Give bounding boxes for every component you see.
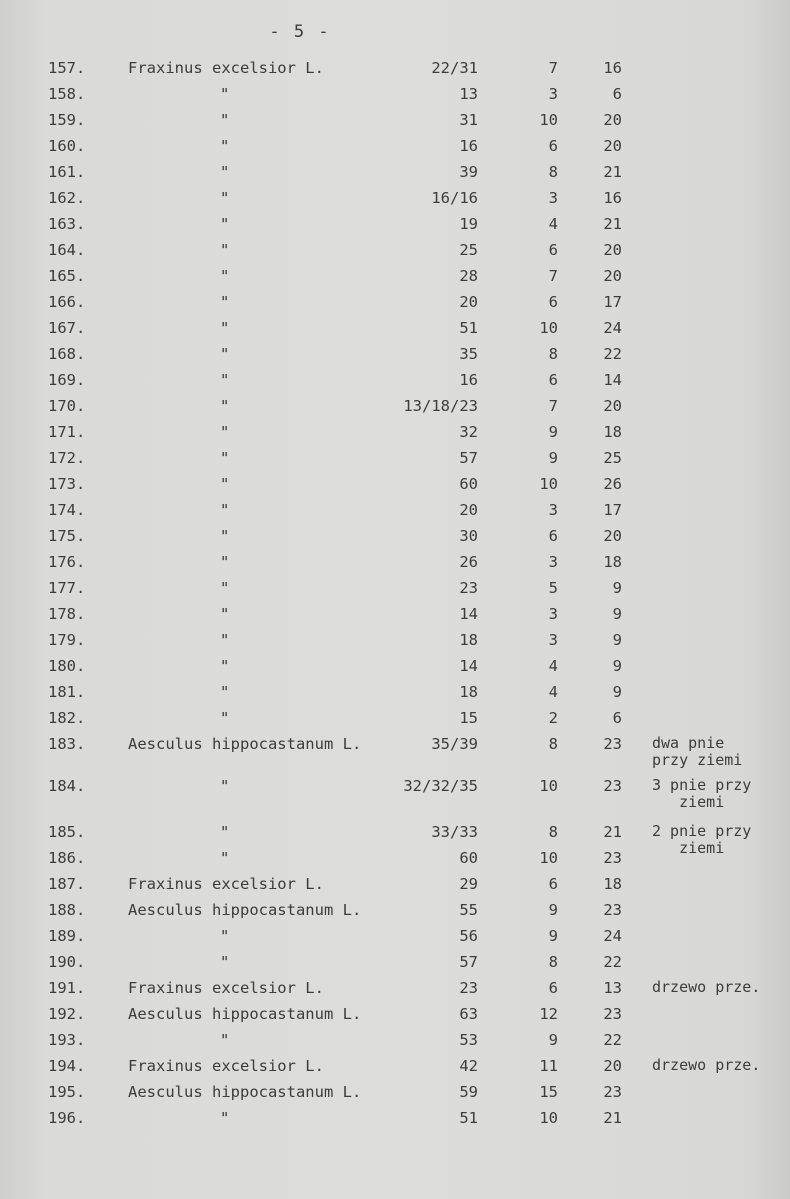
row-number: 162. bbox=[48, 189, 86, 207]
remark-note: drzewo prze. bbox=[652, 978, 761, 996]
crown-value: 9 bbox=[612, 631, 622, 649]
table-row bbox=[0, 263, 790, 289]
tree-inventory-list bbox=[0, 55, 790, 1131]
species-name: " bbox=[220, 111, 230, 129]
table-row bbox=[0, 289, 790, 315]
trunk-measure: 25 bbox=[459, 241, 478, 259]
row-number: 187. bbox=[48, 875, 86, 893]
species-name: " bbox=[220, 953, 230, 971]
species-name: " bbox=[220, 449, 230, 467]
row-number: 184. bbox=[48, 777, 86, 795]
height-value: 8 bbox=[548, 163, 558, 181]
row-number: 157. bbox=[48, 59, 86, 77]
row-number: 185. bbox=[48, 823, 86, 841]
table-row bbox=[0, 367, 790, 393]
species-name: " bbox=[220, 1031, 230, 1049]
height-value: 7 bbox=[548, 267, 558, 285]
height-value: 9 bbox=[548, 449, 558, 467]
species-name: " bbox=[220, 927, 230, 945]
height-value: 10 bbox=[539, 1109, 558, 1127]
table-row bbox=[0, 601, 790, 627]
table-row bbox=[0, 341, 790, 367]
species-name: Fraxinus excelsior L. bbox=[128, 59, 324, 77]
row-number: 191. bbox=[48, 979, 86, 997]
height-value: 8 bbox=[548, 345, 558, 363]
table-row bbox=[0, 445, 790, 471]
row-number: 158. bbox=[48, 85, 86, 103]
table-row bbox=[0, 897, 790, 923]
crown-value: 20 bbox=[603, 1057, 622, 1075]
table-row bbox=[0, 523, 790, 549]
row-number: 194. bbox=[48, 1057, 86, 1075]
trunk-measure: 16/16 bbox=[431, 189, 478, 207]
table-row bbox=[0, 315, 790, 341]
row-number: 166. bbox=[48, 293, 86, 311]
crown-value: 14 bbox=[603, 371, 622, 389]
height-value: 3 bbox=[548, 501, 558, 519]
trunk-measure: 30 bbox=[459, 527, 478, 545]
height-value: 5 bbox=[548, 579, 558, 597]
row-number: 167. bbox=[48, 319, 86, 337]
row-number: 181. bbox=[48, 683, 86, 701]
trunk-measure: 55 bbox=[459, 901, 478, 919]
crown-value: 21 bbox=[603, 1109, 622, 1127]
trunk-measure: 35/39 bbox=[431, 735, 478, 753]
trunk-measure: 63 bbox=[459, 1005, 478, 1023]
trunk-measure: 26 bbox=[459, 553, 478, 571]
row-number: 192. bbox=[48, 1005, 86, 1023]
species-name: Fraxinus excelsior L. bbox=[128, 1057, 324, 1075]
table-row bbox=[0, 497, 790, 523]
row-number: 163. bbox=[48, 215, 86, 233]
table-row bbox=[0, 819, 790, 857]
table-row bbox=[0, 81, 790, 107]
row-number: 172. bbox=[48, 449, 86, 467]
height-value: 3 bbox=[548, 85, 558, 103]
trunk-measure: 53 bbox=[459, 1031, 478, 1049]
height-value: 10 bbox=[539, 319, 558, 337]
height-value: 10 bbox=[539, 111, 558, 129]
row-number: 175. bbox=[48, 527, 86, 545]
table-row bbox=[0, 107, 790, 133]
species-name: " bbox=[220, 137, 230, 155]
species-name: Fraxinus excelsior L. bbox=[128, 979, 324, 997]
row-number: 168. bbox=[48, 345, 86, 363]
height-value: 6 bbox=[548, 241, 558, 259]
species-name: Fraxinus excelsior L. bbox=[128, 875, 324, 893]
crown-value: 16 bbox=[603, 59, 622, 77]
trunk-measure: 33/33 bbox=[431, 823, 478, 841]
trunk-measure: 19 bbox=[459, 215, 478, 233]
crown-value: 21 bbox=[603, 823, 622, 841]
species-name: " bbox=[220, 423, 230, 441]
crown-value: 13 bbox=[603, 979, 622, 997]
crown-value: 18 bbox=[603, 423, 622, 441]
trunk-measure: 22/31 bbox=[431, 59, 478, 77]
remark-note: drzewo prze. bbox=[652, 1056, 761, 1074]
height-value: 9 bbox=[548, 927, 558, 945]
crown-value: 18 bbox=[603, 875, 622, 893]
trunk-measure: 23 bbox=[459, 579, 478, 597]
species-name: " bbox=[220, 501, 230, 519]
table-row bbox=[0, 845, 790, 871]
height-value: 6 bbox=[548, 137, 558, 155]
table-row bbox=[0, 1001, 790, 1027]
trunk-measure: 60 bbox=[459, 475, 478, 493]
trunk-measure: 18 bbox=[459, 631, 478, 649]
crown-value: 20 bbox=[603, 111, 622, 129]
crown-value: 9 bbox=[612, 579, 622, 597]
trunk-measure: 28 bbox=[459, 267, 478, 285]
crown-value: 6 bbox=[612, 85, 622, 103]
table-row bbox=[0, 419, 790, 445]
row-number: 183. bbox=[48, 735, 86, 753]
table-row bbox=[0, 679, 790, 705]
table-row bbox=[0, 773, 790, 819]
table-row bbox=[0, 871, 790, 897]
trunk-measure: 57 bbox=[459, 449, 478, 467]
height-value: 3 bbox=[548, 189, 558, 207]
height-value: 11 bbox=[539, 1057, 558, 1075]
height-value: 12 bbox=[539, 1005, 558, 1023]
table-row bbox=[0, 1053, 790, 1079]
crown-value: 9 bbox=[612, 657, 622, 675]
trunk-measure: 16 bbox=[459, 137, 478, 155]
trunk-measure: 35 bbox=[459, 345, 478, 363]
height-value: 9 bbox=[548, 1031, 558, 1049]
trunk-measure: 42 bbox=[459, 1057, 478, 1075]
crown-value: 20 bbox=[603, 241, 622, 259]
trunk-measure: 51 bbox=[459, 319, 478, 337]
row-number: 174. bbox=[48, 501, 86, 519]
crown-value: 22 bbox=[603, 953, 622, 971]
row-number: 195. bbox=[48, 1083, 86, 1101]
trunk-measure: 20 bbox=[459, 293, 478, 311]
row-number: 190. bbox=[48, 953, 86, 971]
trunk-measure: 18 bbox=[459, 683, 478, 701]
crown-value: 9 bbox=[612, 683, 622, 701]
crown-value: 17 bbox=[603, 293, 622, 311]
table-row bbox=[0, 1079, 790, 1105]
table-row bbox=[0, 731, 790, 773]
row-number: 169. bbox=[48, 371, 86, 389]
height-value: 7 bbox=[548, 59, 558, 77]
table-row bbox=[0, 949, 790, 975]
species-name: " bbox=[220, 397, 230, 415]
row-number: 189. bbox=[48, 927, 86, 945]
table-row bbox=[0, 159, 790, 185]
species-name: " bbox=[220, 777, 230, 795]
crown-value: 20 bbox=[603, 267, 622, 285]
table-row bbox=[0, 237, 790, 263]
species-name: " bbox=[220, 823, 230, 841]
crown-value: 18 bbox=[603, 553, 622, 571]
height-value: 10 bbox=[539, 849, 558, 867]
trunk-measure: 60 bbox=[459, 849, 478, 867]
row-number: 188. bbox=[48, 901, 86, 919]
trunk-measure: 20 bbox=[459, 501, 478, 519]
row-number: 159. bbox=[48, 111, 86, 129]
height-value: 6 bbox=[548, 979, 558, 997]
crown-value: 23 bbox=[603, 849, 622, 867]
species-name: Aesculus hippocastanum L. bbox=[128, 901, 362, 919]
trunk-measure: 32 bbox=[459, 423, 478, 441]
trunk-measure: 29 bbox=[459, 875, 478, 893]
height-value: 8 bbox=[548, 953, 558, 971]
row-number: 173. bbox=[48, 475, 86, 493]
height-value: 3 bbox=[548, 553, 558, 571]
height-value: 2 bbox=[548, 709, 558, 727]
trunk-measure: 39 bbox=[459, 163, 478, 181]
crown-value: 21 bbox=[603, 163, 622, 181]
trunk-measure: 13/18/23 bbox=[403, 397, 478, 415]
species-name: " bbox=[220, 849, 230, 867]
table-row bbox=[0, 705, 790, 731]
row-number: 170. bbox=[48, 397, 86, 415]
crown-value: 26 bbox=[603, 475, 622, 493]
height-value: 15 bbox=[539, 1083, 558, 1101]
row-number: 196. bbox=[48, 1109, 86, 1127]
trunk-measure: 32/32/35 bbox=[403, 777, 478, 795]
crown-value: 20 bbox=[603, 137, 622, 155]
trunk-measure: 15 bbox=[459, 709, 478, 727]
crown-value: 23 bbox=[603, 735, 622, 753]
row-number: 193. bbox=[48, 1031, 86, 1049]
trunk-measure: 23 bbox=[459, 979, 478, 997]
trunk-measure: 57 bbox=[459, 953, 478, 971]
crown-value: 16 bbox=[603, 189, 622, 207]
crown-value: 25 bbox=[603, 449, 622, 467]
species-name: " bbox=[220, 215, 230, 233]
table-row bbox=[0, 211, 790, 237]
crown-value: 24 bbox=[603, 927, 622, 945]
height-value: 4 bbox=[548, 683, 558, 701]
trunk-measure: 51 bbox=[459, 1109, 478, 1127]
row-number: 179. bbox=[48, 631, 86, 649]
table-row bbox=[0, 549, 790, 575]
crown-value: 17 bbox=[603, 501, 622, 519]
species-name: " bbox=[220, 709, 230, 727]
species-name: Aesculus hippocastanum L. bbox=[128, 1005, 362, 1023]
row-number: 176. bbox=[48, 553, 86, 571]
species-name: " bbox=[220, 475, 230, 493]
table-row bbox=[0, 575, 790, 601]
table-row bbox=[0, 1027, 790, 1053]
trunk-measure: 59 bbox=[459, 1083, 478, 1101]
remark-note: 3 pnie przy ziemi bbox=[652, 776, 752, 811]
crown-value: 20 bbox=[603, 527, 622, 545]
table-row bbox=[0, 471, 790, 497]
species-name: " bbox=[220, 345, 230, 363]
crown-value: 22 bbox=[603, 1031, 622, 1049]
table-row bbox=[0, 627, 790, 653]
crown-value: 24 bbox=[603, 319, 622, 337]
species-name: Aesculus hippocastanum L. bbox=[128, 1083, 362, 1101]
species-name: Aesculus hippocastanum L. bbox=[128, 735, 362, 753]
row-number: 171. bbox=[48, 423, 86, 441]
crown-value: 23 bbox=[603, 1005, 622, 1023]
height-value: 7 bbox=[548, 397, 558, 415]
crown-value: 23 bbox=[603, 901, 622, 919]
height-value: 6 bbox=[548, 527, 558, 545]
species-name: " bbox=[220, 189, 230, 207]
row-number: 182. bbox=[48, 709, 86, 727]
trunk-measure: 13 bbox=[459, 85, 478, 103]
trunk-measure: 14 bbox=[459, 605, 478, 623]
height-value: 3 bbox=[548, 605, 558, 623]
row-number: 161. bbox=[48, 163, 86, 181]
row-number: 165. bbox=[48, 267, 86, 285]
height-value: 4 bbox=[548, 215, 558, 233]
crown-value: 20 bbox=[603, 397, 622, 415]
height-value: 8 bbox=[548, 735, 558, 753]
table-row bbox=[0, 1105, 790, 1131]
table-row bbox=[0, 653, 790, 679]
remark-note: 2 pnie przy ziemi bbox=[652, 822, 752, 857]
trunk-measure: 14 bbox=[459, 657, 478, 675]
height-value: 10 bbox=[539, 475, 558, 493]
species-name: " bbox=[220, 241, 230, 259]
species-name: " bbox=[220, 579, 230, 597]
row-number: 164. bbox=[48, 241, 86, 259]
species-name: " bbox=[220, 293, 230, 311]
trunk-measure: 56 bbox=[459, 927, 478, 945]
height-value: 8 bbox=[548, 823, 558, 841]
species-name: " bbox=[220, 267, 230, 285]
height-value: 6 bbox=[548, 875, 558, 893]
remark-note: dwa pnie przy ziemi bbox=[652, 734, 743, 769]
trunk-measure: 31 bbox=[459, 111, 478, 129]
trunk-measure: 16 bbox=[459, 371, 478, 389]
crown-value: 9 bbox=[612, 605, 622, 623]
species-name: " bbox=[220, 657, 230, 675]
crown-value: 22 bbox=[603, 345, 622, 363]
table-row bbox=[0, 185, 790, 211]
species-name: " bbox=[220, 319, 230, 337]
height-value: 6 bbox=[548, 371, 558, 389]
table-row bbox=[0, 923, 790, 949]
crown-value: 6 bbox=[612, 709, 622, 727]
species-name: " bbox=[220, 163, 230, 181]
species-name: " bbox=[220, 631, 230, 649]
height-value: 4 bbox=[548, 657, 558, 675]
height-value: 3 bbox=[548, 631, 558, 649]
species-name: " bbox=[220, 605, 230, 623]
table-row bbox=[0, 975, 790, 1001]
height-value: 9 bbox=[548, 423, 558, 441]
species-name: " bbox=[220, 527, 230, 545]
row-number: 177. bbox=[48, 579, 86, 597]
table-row bbox=[0, 393, 790, 419]
height-value: 10 bbox=[539, 777, 558, 795]
height-value: 6 bbox=[548, 293, 558, 311]
species-name: " bbox=[220, 553, 230, 571]
table-row bbox=[0, 133, 790, 159]
species-name: " bbox=[220, 1109, 230, 1127]
species-name: " bbox=[220, 85, 230, 103]
species-name: " bbox=[220, 371, 230, 389]
crown-value: 23 bbox=[603, 777, 622, 795]
page-number: - 5 - bbox=[269, 22, 331, 42]
row-number: 186. bbox=[48, 849, 86, 867]
height-value: 9 bbox=[548, 901, 558, 919]
crown-value: 23 bbox=[603, 1083, 622, 1101]
species-name: " bbox=[220, 683, 230, 701]
table-row bbox=[0, 55, 790, 81]
crown-value: 21 bbox=[603, 215, 622, 233]
row-number: 180. bbox=[48, 657, 86, 675]
row-number: 178. bbox=[48, 605, 86, 623]
row-number: 160. bbox=[48, 137, 86, 155]
